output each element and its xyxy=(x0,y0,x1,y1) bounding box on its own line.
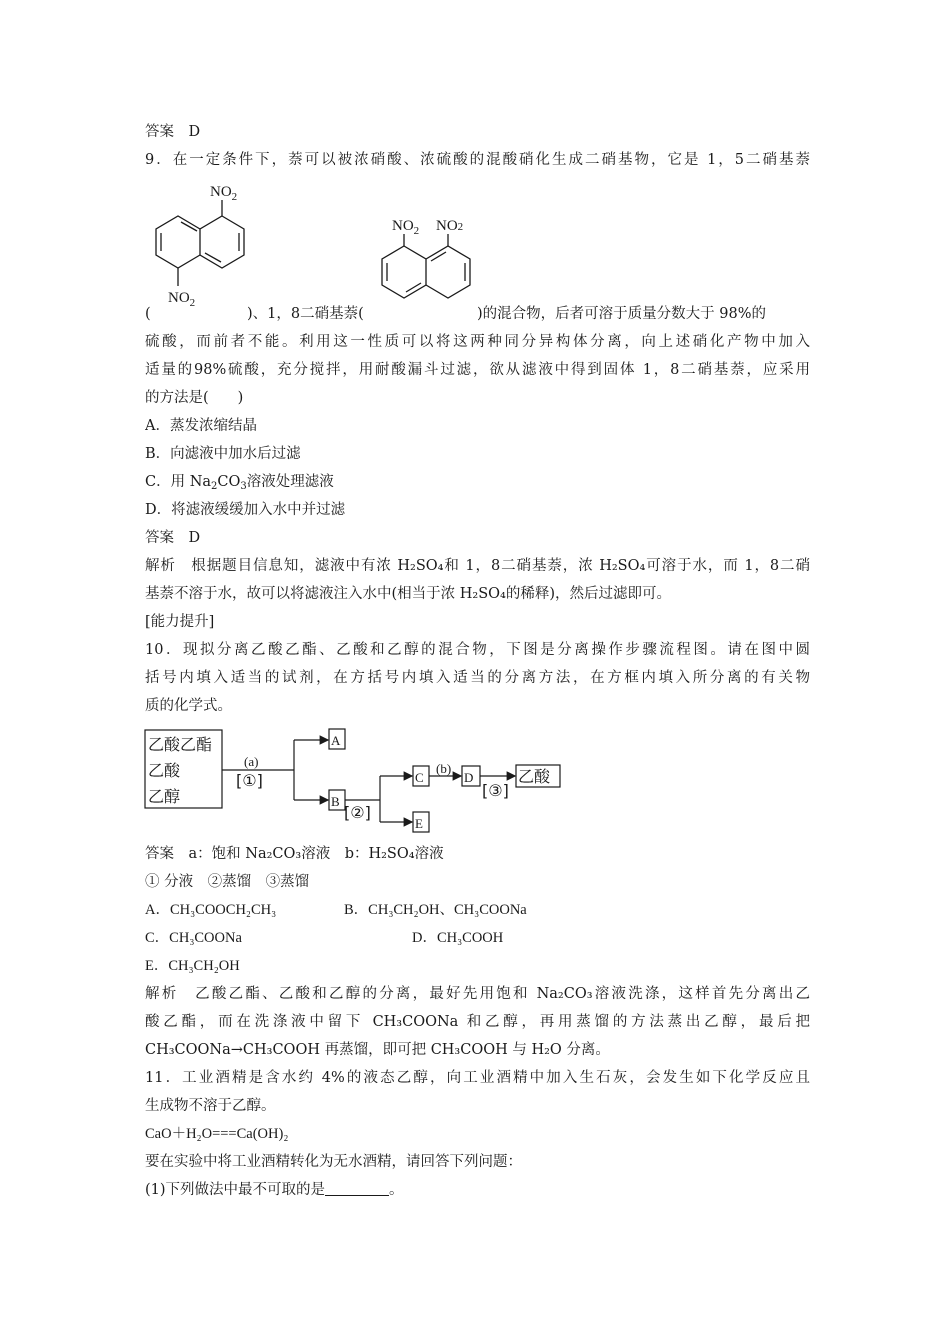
section-heading: [能力提升] xyxy=(145,614,215,630)
q9-analysis-1: 解析 根据题目信息知，滤液中有浓 H₂SO₄和 1，8二硝基萘，浓 H₂SO₄可溶于水，而 1，8二硝 xyxy=(145,558,810,574)
q10-stem-line1: 10．现拟分离乙酸乙酯、乙酸和乙醇的混合物，下图是分离操作步骤流程图。请在图中圆 xyxy=(145,642,810,658)
separation-flowchart xyxy=(140,724,570,840)
q9-stem-line3: 硫酸，而前者不能。利用这一性质可以将这两种同分异构体分离，向上述硝化产物中加入 xyxy=(145,334,810,350)
q10-ans-b: B．CH₃CH₂OH、CH₃COONa xyxy=(344,902,527,918)
mixture-item-3: 乙醇 xyxy=(148,787,181,806)
q10-ans-a: A．CH₃COOCH₂CH₃ xyxy=(145,902,277,918)
q9-option-b: B．向滤液中加水后过滤 xyxy=(145,446,301,462)
opt-c-sub1: 2 xyxy=(211,481,218,492)
q9-option-a: A．蒸发浓缩结晶 xyxy=(145,418,257,434)
no2-left-18: $NO_2$ xyxy=(392,218,420,237)
paren-open: ( xyxy=(145,306,151,322)
no2-bottom-15: $NO_2$ xyxy=(168,290,196,309)
mixture-item-1: 乙酸乙酯 xyxy=(148,735,213,754)
opt-c-mid: CO xyxy=(217,474,241,490)
box-b-text: B xyxy=(331,794,340,809)
q10-ans-row-2 xyxy=(145,928,810,948)
q9-stem-line5: 的方法是( ) xyxy=(145,390,244,406)
q11-equation: CaO＋H₂O===Ca(OH)₂ xyxy=(145,1126,289,1142)
label-1: [①] xyxy=(236,771,263,790)
mol-18-bonds xyxy=(382,234,470,298)
q11-sub1-end: 。 xyxy=(389,1182,404,1198)
q9-option-d: D．将滤液缓缓加入水中并过滤 xyxy=(145,502,346,518)
q10-ans-d: D．CH₃COOH xyxy=(412,930,504,946)
mol-15-bonds xyxy=(156,200,244,286)
opt-c-post: 溶液处理滤液 xyxy=(246,474,334,490)
mixture-item-2: 乙酸 xyxy=(148,761,181,780)
q11-stem-line2: 生成物不溶于乙醇。 xyxy=(145,1098,276,1114)
q9-analysis-2: 基萘不溶于水，故可以将滤液注入水中(相当于浓 H₂SO₄的稀释)，然后过滤即可。 xyxy=(145,586,672,602)
q10-analysis-1: 解析 乙酸乙酯、乙酸和乙醇的分离，最好先用饱和 Na₂CO₃溶液洗涤，这样首先分离出乙 xyxy=(145,986,810,1002)
q9-structure-line xyxy=(145,304,810,324)
label-3: [③] xyxy=(482,781,509,800)
box-c-text: C xyxy=(415,770,424,785)
q9-option-c xyxy=(145,472,810,492)
prev-answer: 答案 D xyxy=(145,124,201,140)
q11-sub1 xyxy=(145,1180,810,1200)
no2-top-15: $NO_2$ xyxy=(210,184,238,203)
box-a-text: A xyxy=(331,733,341,748)
q10-ans-c: C．CH₃COONa xyxy=(145,930,242,946)
q10-answer-1: 答案 a：饱和 Na₂CO₃溶液 b：H₂SO₄溶液 xyxy=(145,846,444,862)
no2-right-18: NO2 xyxy=(436,218,464,234)
q10-ans-e: E．CH₃CH₂OH xyxy=(145,958,240,974)
label-b: (b) xyxy=(436,761,452,776)
box-e-text: E xyxy=(415,816,423,831)
q10-analysis-2: 酸乙酯，而在洗涤液中留下 CH₃COONa 和乙醇，再用蒸馏的方法蒸出乙醇，最后把 xyxy=(145,1014,810,1030)
mol-15 xyxy=(150,176,260,322)
q11-sub1-text: (1)下列做法中最不可取的是 xyxy=(145,1182,326,1198)
struct-caption-tail: )的混合物，后者可溶于质量分数大于 98%的 xyxy=(477,306,766,322)
q10-answer-2: ① 分液 ②蒸馏 ③蒸馏 xyxy=(145,874,310,890)
q9-stem-line1: 9．在一定条件下，萘可以被浓硝酸、浓硫酸的混酸硝化生成二硝基物，它是 1，5二硝基萘 xyxy=(145,152,810,168)
q10-ans-row-1 xyxy=(145,900,810,920)
answer-blank[interactable] xyxy=(325,1181,389,1196)
label-2: [②] xyxy=(344,803,371,822)
q9-answer: 答案 D xyxy=(145,530,201,546)
q10-stem-line2: 括号内填入适当的试剂，在方括号内填入适当的分离方法，在方框内填入所分离的有关物 xyxy=(145,670,810,686)
box-d-text: D xyxy=(464,770,474,785)
q11-stem-line1: 11．工业酒精是含水约 4%的液态乙醇，向工业酒精中加入生石灰，会发生如下化学反应且 xyxy=(145,1070,810,1086)
opt-c-sub2: 3 xyxy=(240,481,247,492)
opt-c-pre: C．用 Na xyxy=(145,474,212,490)
q9-stem-line4: 适量的98%硫酸，充分搅拌，用耐酸漏斗过滤，欲从滤液中得到固体 1，8二硝基萘，应采用 xyxy=(145,362,810,378)
q10-stem-line3: 质的化学式。 xyxy=(145,698,232,714)
label-a: (a) xyxy=(244,754,259,769)
q10-analysis-3: CH₃COONa→CH₃COOH 再蒸馏，即可把 CH₃COOH 与 H₂O 分离。 xyxy=(145,1042,610,1058)
struct-caption-mid: )、1，8二硝基萘( xyxy=(247,306,364,322)
q11-stem-line4: 要在实验中将工业酒精转化为无水酒精，请回答下列问题： xyxy=(145,1154,522,1170)
box-final-text: 乙酸 xyxy=(518,767,551,786)
